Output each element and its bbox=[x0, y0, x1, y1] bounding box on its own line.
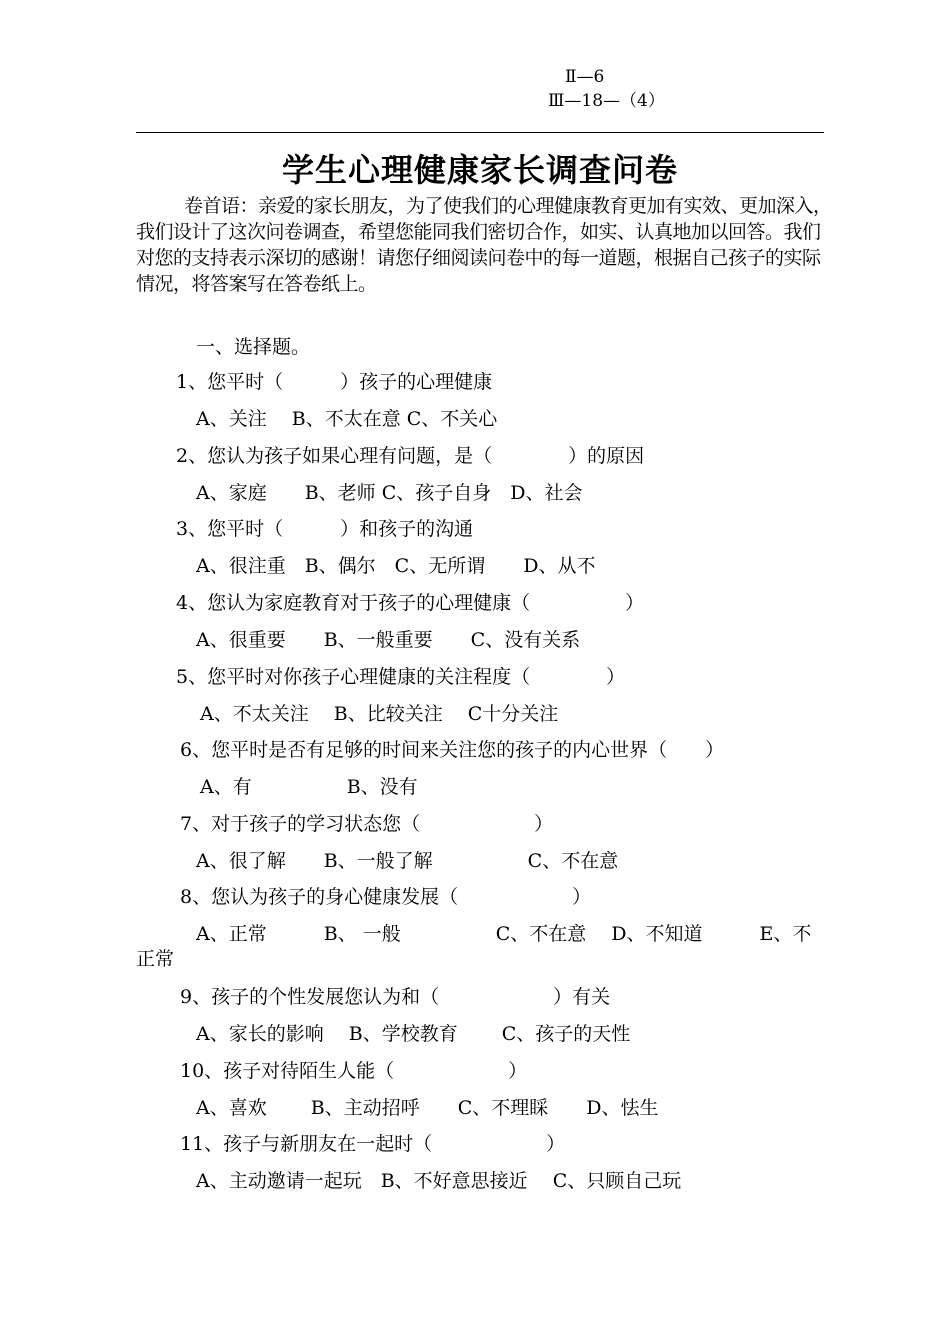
document-code-line-1: Ⅱ—6 bbox=[565, 67, 605, 87]
question-4-options: A、很重要 B、一般重要 C、没有关系 bbox=[196, 629, 581, 651]
question-3: 3、您平时（ ）和孩子的沟通 bbox=[176, 518, 474, 540]
header-rule bbox=[136, 132, 824, 133]
question-10-options: A、喜欢 B、主动招呼 C、不理睬 D、怯生 bbox=[196, 1097, 659, 1119]
question-6-options: A、有 B、没有 bbox=[200, 776, 418, 798]
question-8: 8、您认为孩子的身心健康发展（ ） bbox=[180, 886, 592, 908]
section-heading: 一、选择题。 bbox=[196, 336, 311, 358]
question-4: 4、您认为家庭教育对于孩子的心理健康（ ） bbox=[176, 592, 645, 614]
question-3-options: A、很注重 B、偶尔 C、无所谓 D、从不 bbox=[196, 555, 596, 577]
question-9: 9、孩子的个性发展您认为和（ ）有关 bbox=[180, 986, 611, 1008]
document-code-line-2: Ⅲ—18—（4） bbox=[548, 91, 665, 111]
question-6: 6、您平时是否有足够的时间来关注您的孩子的内心世界（ ） bbox=[180, 739, 725, 761]
preface-paragraph: 卷首语：亲爱的家长朋友，为了使我们的心理健康教育更加有实效、更加深入，我们设计了这次问卷调查，希望您能同我们密切合作，如实、认真地加以回答。我们对您的支持表示深切的感谢！请您仔细阅读问卷中的每一道题，根据自己孩子的实际情况，将答案写在答卷纸上。 bbox=[136, 195, 832, 295]
question-10: 10、孩子对待陌生人能（ ） bbox=[180, 1060, 528, 1082]
question-11: 11、孩子与新朋友在一起时（ ） bbox=[180, 1133, 566, 1155]
question-2: 2、您认为孩子如果心理有问题，是（ ）的原因 bbox=[176, 445, 645, 467]
question-5: 5、您平时对你孩子心理健康的关注程度（ ） bbox=[176, 666, 626, 688]
page-title: 学生心理健康家长调查问卷 bbox=[281, 151, 678, 189]
question-5-options: A、不太关注 B、比较关注 C十分关注 bbox=[200, 703, 559, 725]
question-11-options: A、主动邀请一起玩 B、不好意思接近 C、只顾自己玩 bbox=[196, 1170, 682, 1192]
question-8-options: A、正常 B、 一般 C、不在意 D、不知道 E、不正常 bbox=[136, 923, 812, 970]
question-9-options: A、家长的影响 B、学校教育 C、孩子的天性 bbox=[196, 1023, 631, 1045]
question-2-options: A、家庭 B、老师 C、孩子自身 D、社会 bbox=[196, 482, 583, 504]
question-1-options: A、关注 B、不太在意 C、不关心 bbox=[196, 408, 498, 430]
question-7: 7、对于孩子的学习状态您（ ） bbox=[180, 813, 554, 835]
question-7-options: A、很了解 B、一般了解 C、不在意 bbox=[196, 850, 619, 872]
question-1: 1、您平时（ ）孩子的心理健康 bbox=[176, 371, 493, 393]
